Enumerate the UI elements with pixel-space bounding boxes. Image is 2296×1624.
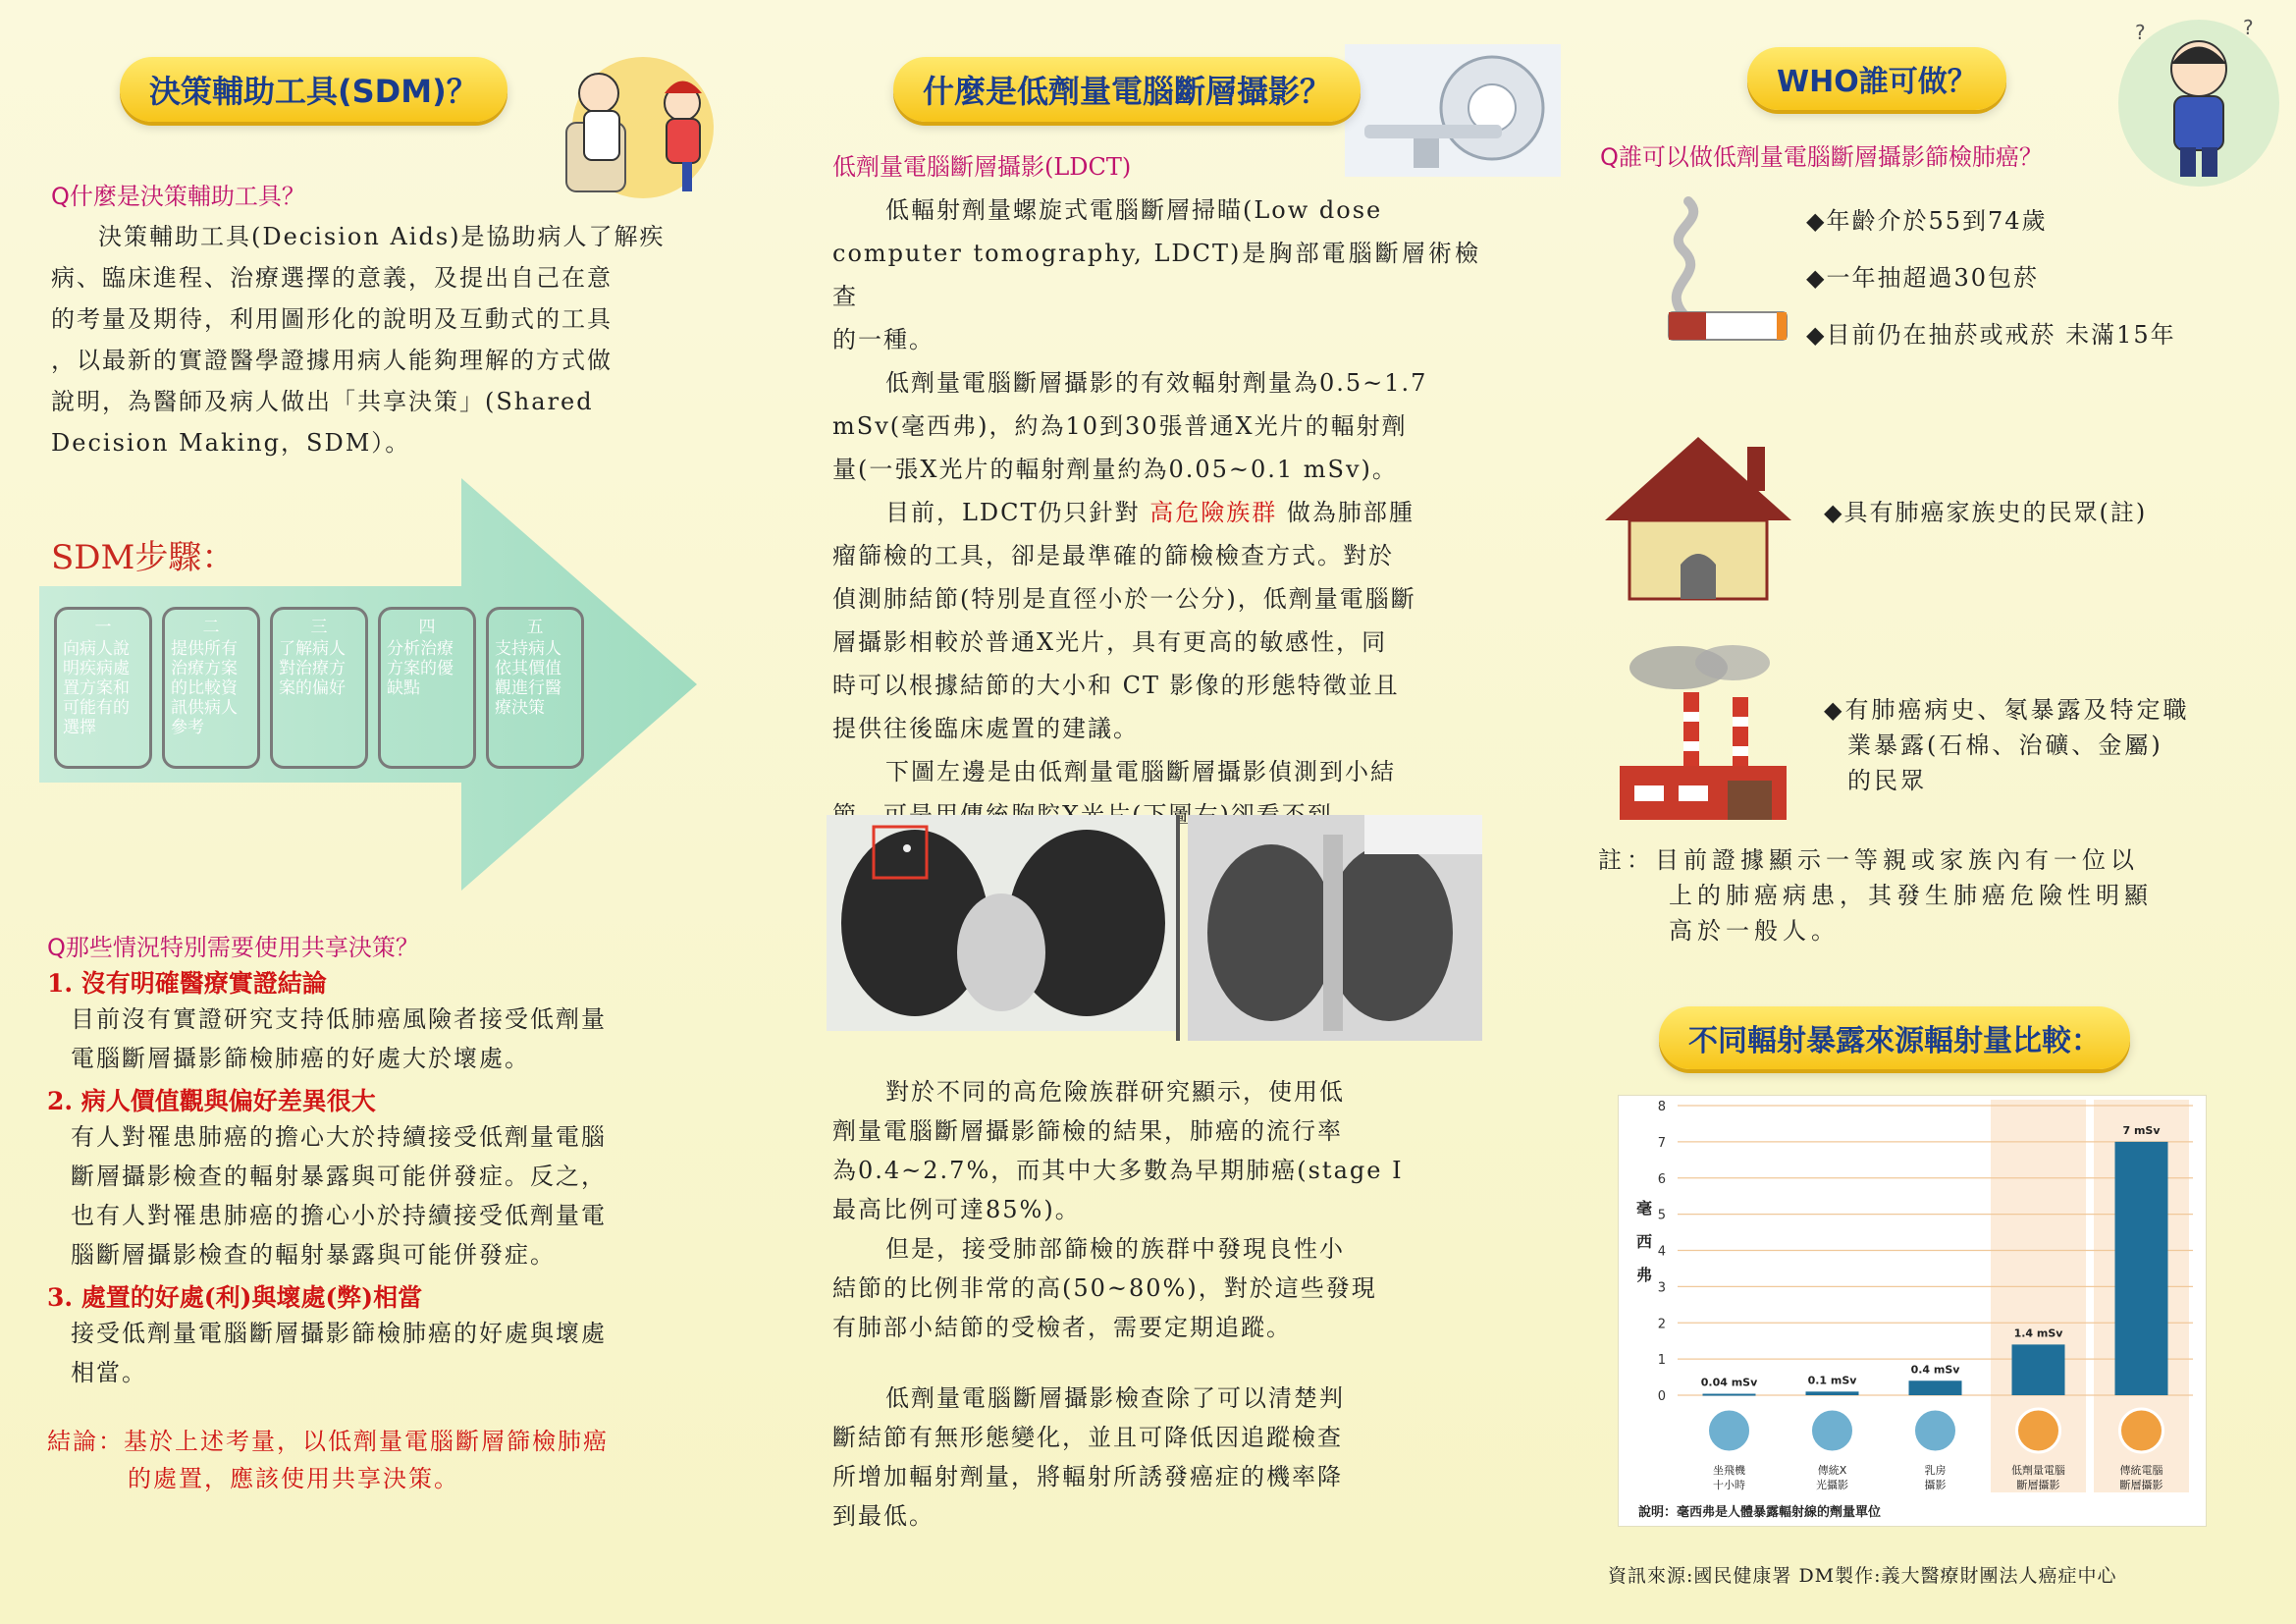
body-line: 量(一張X光片的輻射劑量約為0.05~0.1 mSv)。 <box>832 456 1398 483</box>
intro-line: Decision Making，SDM）。 <box>51 429 411 457</box>
body-line: 瘤篩檢的工具，卻是最準確的篩檢檢查方式。對於 <box>832 542 1394 569</box>
sdm-step-5 <box>486 607 584 769</box>
step-number: 四 <box>418 618 436 637</box>
category-icon <box>1914 1409 1957 1452</box>
question-what-is-da: Q什麼是決策輔助工具？ <box>51 183 305 210</box>
situation-line: 接受低劑量電腦斷層攝影篩檢肺癌的好處與壞處 <box>71 1320 607 1347</box>
chest-xray-image <box>1188 815 1482 1041</box>
criterion-smoking: ◆目前仍在抽菸或戒菸 未滿15年 <box>1806 321 2176 349</box>
note-line: 上的肺癌病患，其發生肺癌危險性明顯 <box>1669 882 2153 909</box>
sdm-step-1 <box>54 607 152 769</box>
bar <box>1806 1391 1859 1395</box>
body-line: 為0.4~2.7%，而其中大多數為早期肺癌(stage I <box>832 1157 1404 1184</box>
body-line: 有肺部小結節的受檢者，需要定期追蹤。 <box>832 1314 1292 1341</box>
bar <box>1909 1380 1962 1395</box>
question-when-sdm: Q那些情況特別需要使用共享決策？ <box>47 934 419 961</box>
body-line: 所增加輻射劑量，將輻射所誘發癌症的機率降 <box>832 1463 1343 1490</box>
x-category-label: 傳統電腦 <box>2119 1464 2163 1477</box>
step-number: 五 <box>526 618 544 637</box>
x-category-label: 坐飛機 <box>1713 1464 1745 1477</box>
chart-title: 不同輻射暴露來源輻射量比較： <box>1659 1006 2130 1069</box>
y-tick-label: 2 <box>1657 1317 1666 1332</box>
question-who-eligible: Q誰可以做低劑量電腦斷層攝影篩檢肺癌？ <box>1600 143 2043 171</box>
x-category-label: 低劑量電腦 <box>2011 1464 2065 1477</box>
bar-value-label: 0.1 mSv <box>1807 1374 1857 1387</box>
panel-who <box>1561 0 2296 1624</box>
category-icon <box>2017 1409 2060 1452</box>
y-tick-label: 5 <box>1657 1208 1666 1223</box>
bar <box>2115 1142 2168 1395</box>
intro-line: 說明，為醫師及病人做出「共享決策」(Shared <box>51 388 594 415</box>
thinking-person-illustration <box>2115 10 2282 187</box>
y-tick-label: 0 <box>1657 1389 1666 1404</box>
ct-scanner-illustration <box>1345 44 1561 177</box>
body-line: 低劑量電腦斷層攝影檢查除了可以清楚判 <box>885 1384 1345 1412</box>
doctor-patient-illustration <box>545 54 741 201</box>
house-icon <box>1600 427 1796 604</box>
body-line: 偵測肺結節(特別是直徑小於一公分)，低劑量電腦斷 <box>832 585 1416 613</box>
conclusion-line-1: 結論：基於上述考量，以低劑量電腦斷層篩檢肺癌 <box>47 1428 609 1455</box>
y-tick-label: 3 <box>1657 1280 1666 1296</box>
body-line: 結節的比例非常的高(50~80%)，對於這些發現 <box>832 1274 1377 1302</box>
situation-line: 有人對罹患肺癌的擔心大於持續接受低劑量電腦 <box>71 1123 607 1151</box>
bar <box>1703 1394 1756 1396</box>
criterion-age: ◆年齡介於55到74歲 <box>1806 207 2048 235</box>
y-axis-label: 毫 <box>1636 1199 1653 1218</box>
y-tick-label: 6 <box>1657 1171 1666 1187</box>
sdm-step-3 <box>270 607 368 769</box>
situation-line: 相當。 <box>71 1359 147 1386</box>
radiation-chart <box>1618 1095 2207 1527</box>
category-icon <box>1708 1409 1751 1452</box>
situation-line: 電腦斷層攝影篩檢肺癌的好處大於壞處。 <box>71 1045 530 1072</box>
situation-heading: 1. 沒有明確醫療實證結論 <box>47 969 327 998</box>
body-line: mSv(毫西弗)，約為10到30張普通X光片的輻射劑 <box>832 412 1408 440</box>
ldct-title: 什麼是低劑量電腦斷層攝影？ <box>893 57 1361 122</box>
intro-line: 的考量及期待，利用圖形化的說明及互動式的工具 <box>51 305 613 333</box>
sdm-step-4 <box>378 607 476 769</box>
body-line: 層攝影相較於普通X光片，具有更高的敏感性，同 <box>832 628 1388 656</box>
sdm-steps-title: SDM步驟： <box>51 538 236 577</box>
image-divider <box>1176 815 1180 1041</box>
step-number: 三 <box>310 618 328 637</box>
bar <box>2012 1344 2065 1395</box>
body-line: 低劑量電腦斷層攝影的有效輻射劑量為0.5~1.7 <box>885 369 1428 397</box>
bar-value-label: 7 mSv <box>2122 1123 2161 1137</box>
note-line: 高於一般人。 <box>1669 917 1840 945</box>
panel-sdm <box>0 0 746 1624</box>
category-icon <box>2120 1409 2163 1452</box>
intro-line: 病、臨床進程、治療選擇的意義，及提出自己在意 <box>51 264 613 292</box>
criterion-packs: ◆一年抽超過30包菸 <box>1806 264 2039 292</box>
situation-line: 腦斷層攝影檢查的輻射暴露與可能併發症。 <box>71 1241 556 1269</box>
radiation-chart-svg <box>1619 1096 2208 1528</box>
situation-line: 斷層攝影檢查的輻射暴露與可能併發症。反之， <box>71 1163 607 1190</box>
step-number: 一 <box>94 618 112 637</box>
body-line: 對於不同的高危險族群研究顯示，使用低 <box>885 1078 1345 1106</box>
body-line: computer tomography, LDCT)是胸部電腦斷層術檢查 <box>832 240 1480 310</box>
criterion-line: ◆有肺癌病史、氡暴露及特定職 <box>1824 696 2190 724</box>
x-category-label: 光攝影 <box>1816 1479 1848 1491</box>
body-line: 斷結節有無形態變化，並且可降低因追蹤檢查 <box>832 1424 1343 1451</box>
sdm-title: 決策輔助工具(SDM)？ <box>120 57 507 122</box>
situation-line: 目前沒有實證研究支持低肺癌風險者接受低劑量 <box>71 1005 607 1033</box>
ldct-scan-image <box>827 815 1176 1031</box>
y-tick-label: 7 <box>1657 1135 1666 1151</box>
criterion-line: 業暴露(石棉、治礦、金屬) <box>1847 731 2163 759</box>
y-tick-label: 1 <box>1657 1353 1666 1369</box>
situation-heading: 2. 病人價值觀與偏好差異很大 <box>47 1087 376 1115</box>
criterion-occupational <box>1824 692 2189 798</box>
step-text: 分析治療方案的優缺點 <box>387 639 454 698</box>
who-title: WHO誰可做？ <box>1747 47 2006 110</box>
cigarette-icon <box>1629 196 1806 353</box>
body-line: 但是，接受肺部篩檢的族群中發現良性小 <box>885 1235 1345 1263</box>
situation-heading: 3. 處置的好處(利)與壞處(弊)相當 <box>47 1283 423 1312</box>
bar-value-label: 1.4 mSv <box>2013 1326 2063 1340</box>
y-axis-label: 弗 <box>1636 1266 1653 1284</box>
x-category-label: 斷層攝影 <box>2016 1479 2060 1491</box>
bar-value-label: 0.04 mSv <box>1700 1376 1758 1389</box>
intro-paragraph <box>51 216 719 463</box>
step-text: 支持病人依其價值觀進行醫療決策 <box>495 639 561 718</box>
x-category-label: 傳統X <box>1817 1464 1847 1477</box>
x-category-label: 攝影 <box>1924 1479 1947 1491</box>
conclusion-line-2: 的處置，應該使用共享決策。 <box>128 1465 459 1492</box>
step-number: 二 <box>202 618 220 637</box>
high-risk-group-highlight: 高危險族群 <box>1149 499 1278 526</box>
body-line: 提供往後臨床處置的建議。 <box>832 715 1139 742</box>
svg-text:?: ? <box>2243 16 2254 39</box>
x-category-label: 斷層攝影 <box>2119 1479 2163 1491</box>
panel-ldct <box>785 0 1531 1624</box>
y-tick-label: 8 <box>1657 1100 1666 1114</box>
ldct-body-2 <box>832 1072 1480 1536</box>
ldct-body-1 <box>832 189 1480 837</box>
body-line: 低輻射劑量螺旋式電腦斷層掃瞄(Low dose <box>885 196 1383 224</box>
step-text: 了解病人對治療方案的偏好 <box>279 639 346 698</box>
body-line: 最高比例可達85%)。 <box>832 1196 1081 1223</box>
ldct-subtitle: 低劑量電腦斷層攝影(LDCT) <box>832 153 1132 181</box>
criterion-line: 的民眾 <box>1847 767 1927 794</box>
body-line: 時可以根據結節的大小和 CT 影像的形態特徵並且 <box>832 672 1400 699</box>
body-line-risk <box>832 491 1480 534</box>
chart-note: 說明：毫西弗是人體暴露輻射線的劑量單位 <box>1638 1505 1882 1520</box>
situation-line: 也有人對罹患肺癌的擔心小於持續接受低劑量電 <box>71 1202 607 1229</box>
step-text: 向病人說明疾病處置方案和可能有的選擇 <box>63 639 130 737</box>
body-line: 劑量電腦斷層攝影篩檢的結果，肺癌的流行率 <box>832 1117 1343 1145</box>
footer-source: 資訊來源:國民健康署 DM製作:義大醫療財團法人癌症中心 <box>1608 1565 2117 1587</box>
body-line: 下圖左邊是由低劑量電腦斷層攝影偵測到小結 <box>885 758 1396 785</box>
note-line: 註：目前證據顯示一等親或家族內有一位以 <box>1598 846 2139 874</box>
intro-line: ，以最新的實證醫學證據用病人能夠理解的方式做 <box>51 347 613 374</box>
factory-icon <box>1610 638 1806 825</box>
sdm-situations-list <box>47 964 724 1392</box>
sdm-step-2 <box>162 607 260 769</box>
criterion-family-history: ◆具有肺癌家族史的民眾(註) <box>1824 499 2148 526</box>
x-category-label: 十小時 <box>1713 1479 1745 1491</box>
x-category-label: 乳房 <box>1924 1464 1947 1477</box>
y-axis-label: 西 <box>1636 1232 1653 1251</box>
bar-value-label: 0.4 mSv <box>1910 1363 1960 1377</box>
note-block <box>1598 842 2285 948</box>
svg-text:?: ? <box>2135 21 2146 44</box>
body-text: 目前，LDCT仍只針對 <box>885 499 1141 526</box>
body-line: 的一種。 <box>832 326 934 353</box>
category-icon <box>1811 1409 1854 1452</box>
body-text: 做為肺部腫 <box>1286 499 1415 526</box>
intro-line: 決策輔助工具(Decision Aids)是協助病人了解疾 <box>98 223 666 250</box>
step-text: 提供所有治療方案的比較資訊供病人參考 <box>171 639 238 737</box>
y-tick-label: 4 <box>1657 1244 1666 1260</box>
body-line: 到最低。 <box>832 1502 934 1530</box>
